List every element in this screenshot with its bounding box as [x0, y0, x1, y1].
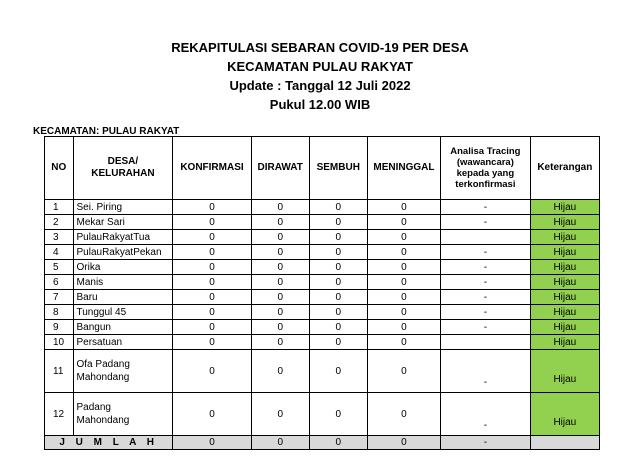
row-dirawat: 0	[251, 275, 309, 290]
row-desa: Persatuan	[73, 335, 173, 350]
row-konfirmasi: 0	[173, 230, 251, 245]
row-dirawat: 0	[251, 393, 309, 436]
title-line: REKAPITULASI SEBARAN COVID-19 PER DESA	[171, 40, 469, 55]
row-meninggal: 0	[367, 320, 440, 335]
row-keterangan: Hijau	[530, 245, 599, 260]
row-konfirmasi: 0	[173, 305, 251, 320]
row-analisa: -	[441, 350, 531, 393]
table-row	[45, 320, 600, 335]
row-desa: Tunggul 45	[73, 305, 173, 320]
row-konfirmasi: 0	[173, 200, 251, 215]
row-meninggal: 0	[367, 245, 440, 260]
row-no: 2	[45, 215, 74, 230]
header-dirawat: DIRAWAT	[251, 137, 309, 200]
row-sembuh: 0	[309, 335, 367, 350]
row-sembuh: 0	[309, 200, 367, 215]
row-no: 10	[45, 335, 74, 350]
row-keterangan: Hijau	[530, 200, 599, 215]
row-desa-line: Mahondang	[76, 372, 130, 383]
total-keterangan	[530, 436, 599, 450]
row-desa: PulauRakyatTua	[73, 230, 173, 245]
title-line: Update : Tanggal 12 Juli 2022	[229, 78, 411, 93]
row-dirawat: 0	[251, 200, 309, 215]
covid-recap-table	[44, 136, 600, 450]
row-desa-line: Ofa Padang	[76, 359, 130, 370]
table-row	[45, 350, 600, 393]
row-meninggal: 0	[367, 290, 440, 305]
row-konfirmasi: 0	[173, 275, 251, 290]
table-row	[45, 393, 600, 436]
table-row	[45, 245, 600, 260]
row-keterangan: Hijau	[530, 335, 599, 350]
row-konfirmasi: 0	[173, 335, 251, 350]
header-desa	[73, 137, 173, 200]
row-no: 9	[45, 320, 74, 335]
row-konfirmasi: 0	[173, 215, 251, 230]
row-konfirmasi: 0	[173, 350, 251, 393]
header-analisa-line: Analisa Tracing	[450, 146, 521, 157]
row-keterangan: Hijau	[530, 320, 599, 335]
total-analisa: -	[441, 436, 531, 450]
row-meninggal: 0	[367, 215, 440, 230]
header-sembuh: SEMBUH	[309, 137, 367, 200]
row-keterangan: Hijau	[530, 305, 599, 320]
total-sembuh: 0	[309, 436, 367, 450]
table-row	[45, 215, 600, 230]
row-desa-line: Mahondang	[76, 415, 130, 426]
row-desa: PulauRakyatPekan	[73, 245, 173, 260]
row-dirawat: 0	[251, 230, 309, 245]
row-dirawat: 0	[251, 245, 309, 260]
row-analisa: -	[441, 393, 531, 436]
row-desa: Mekar Sari	[73, 215, 173, 230]
row-dirawat: 0	[251, 260, 309, 275]
row-konfirmasi: 0	[173, 260, 251, 275]
row-analisa	[441, 335, 531, 350]
row-desa: Bangun	[73, 320, 173, 335]
row-sembuh: 0	[309, 305, 367, 320]
row-meninggal: 0	[367, 260, 440, 275]
header-desa-line: DESA/	[107, 156, 139, 167]
title-line: Pukul 12.00 WIB	[269, 97, 371, 112]
row-meninggal: 0	[367, 335, 440, 350]
row-keterangan: Hijau	[530, 393, 599, 436]
total-label: J U M L A H	[45, 436, 173, 450]
row-meninggal: 0	[367, 200, 440, 215]
row-sembuh: 0	[309, 290, 367, 305]
row-konfirmasi: 0	[173, 245, 251, 260]
row-keterangan: Hijau	[530, 290, 599, 305]
table-header-row	[45, 137, 600, 200]
row-analisa: -	[441, 305, 531, 320]
title-line: KECAMATAN PULAU RAKYAT	[227, 59, 413, 74]
header-analisa-line: terkonfirmasi	[455, 179, 516, 190]
report-title	[0, 38, 640, 114]
row-analisa: -	[441, 320, 531, 335]
row-sembuh: 0	[309, 230, 367, 245]
table-row	[45, 260, 600, 275]
row-analisa: -	[441, 200, 531, 215]
total-meninggal: 0	[367, 436, 440, 450]
row-no: 6	[45, 275, 74, 290]
row-no: 1	[45, 200, 74, 215]
header-analisa-line: kepada yang	[456, 168, 515, 179]
row-meninggal: 0	[367, 275, 440, 290]
row-no: 11	[45, 350, 74, 393]
row-meninggal: 0	[367, 350, 440, 393]
row-sembuh: 0	[309, 245, 367, 260]
row-no: 5	[45, 260, 74, 275]
row-konfirmasi: 0	[173, 393, 251, 436]
row-no: 7	[45, 290, 74, 305]
row-konfirmasi: 0	[173, 290, 251, 305]
row-keterangan: Hijau	[530, 215, 599, 230]
total-row	[45, 436, 600, 450]
row-desa	[73, 393, 173, 436]
row-keterangan: Hijau	[530, 275, 599, 290]
table-row	[45, 305, 600, 320]
header-meninggal: MENINGGAL	[367, 137, 440, 200]
row-sembuh: 0	[309, 320, 367, 335]
row-keterangan: Hijau	[530, 230, 599, 245]
row-dirawat: 0	[251, 335, 309, 350]
row-no: 4	[45, 245, 74, 260]
row-no: 3	[45, 230, 74, 245]
table-row	[45, 335, 600, 350]
row-desa: Manis	[73, 275, 173, 290]
header-keterangan: Keterangan	[530, 137, 599, 200]
row-keterangan: Hijau	[530, 260, 599, 275]
row-analisa: -	[441, 275, 531, 290]
row-analisa: -	[441, 245, 531, 260]
row-analisa	[441, 230, 531, 245]
row-meninggal: 0	[367, 393, 440, 436]
row-sembuh: 0	[309, 260, 367, 275]
row-konfirmasi: 0	[173, 320, 251, 335]
row-sembuh: 0	[309, 275, 367, 290]
total-konfirmasi: 0	[173, 436, 251, 450]
row-sembuh: 0	[309, 215, 367, 230]
row-desa	[73, 350, 173, 393]
row-dirawat: 0	[251, 305, 309, 320]
row-dirawat: 0	[251, 350, 309, 393]
table-row	[45, 200, 600, 215]
row-sembuh: 0	[309, 393, 367, 436]
row-dirawat: 0	[251, 320, 309, 335]
row-keterangan: Hijau	[530, 350, 599, 393]
header-analisa-line: (wawancara)	[456, 157, 514, 168]
row-analisa: -	[441, 290, 531, 305]
table-row	[45, 290, 600, 305]
row-sembuh: 0	[309, 350, 367, 393]
row-no: 12	[45, 393, 74, 436]
row-desa: Sei. Piring	[73, 200, 173, 215]
table-row	[45, 275, 600, 290]
header-no: NO	[45, 137, 74, 200]
header-konfirmasi: KONFIRMASI	[173, 137, 251, 200]
row-desa: Orika	[73, 260, 173, 275]
total-dirawat: 0	[251, 436, 309, 450]
row-meninggal: 0	[367, 230, 440, 245]
row-no: 8	[45, 305, 74, 320]
table-row	[45, 230, 600, 245]
header-desa-line: KELURAHAN	[91, 168, 155, 179]
row-meninggal: 0	[367, 305, 440, 320]
row-dirawat: 0	[251, 290, 309, 305]
row-dirawat: 0	[251, 215, 309, 230]
row-analisa: -	[441, 215, 531, 230]
row-desa-line: Padang	[76, 402, 111, 413]
header-analisa	[441, 137, 531, 200]
row-analisa: -	[441, 260, 531, 275]
kecamatan-label: KECAMATAN: PULAU RAKYAT	[33, 126, 180, 137]
row-desa: Baru	[73, 290, 173, 305]
